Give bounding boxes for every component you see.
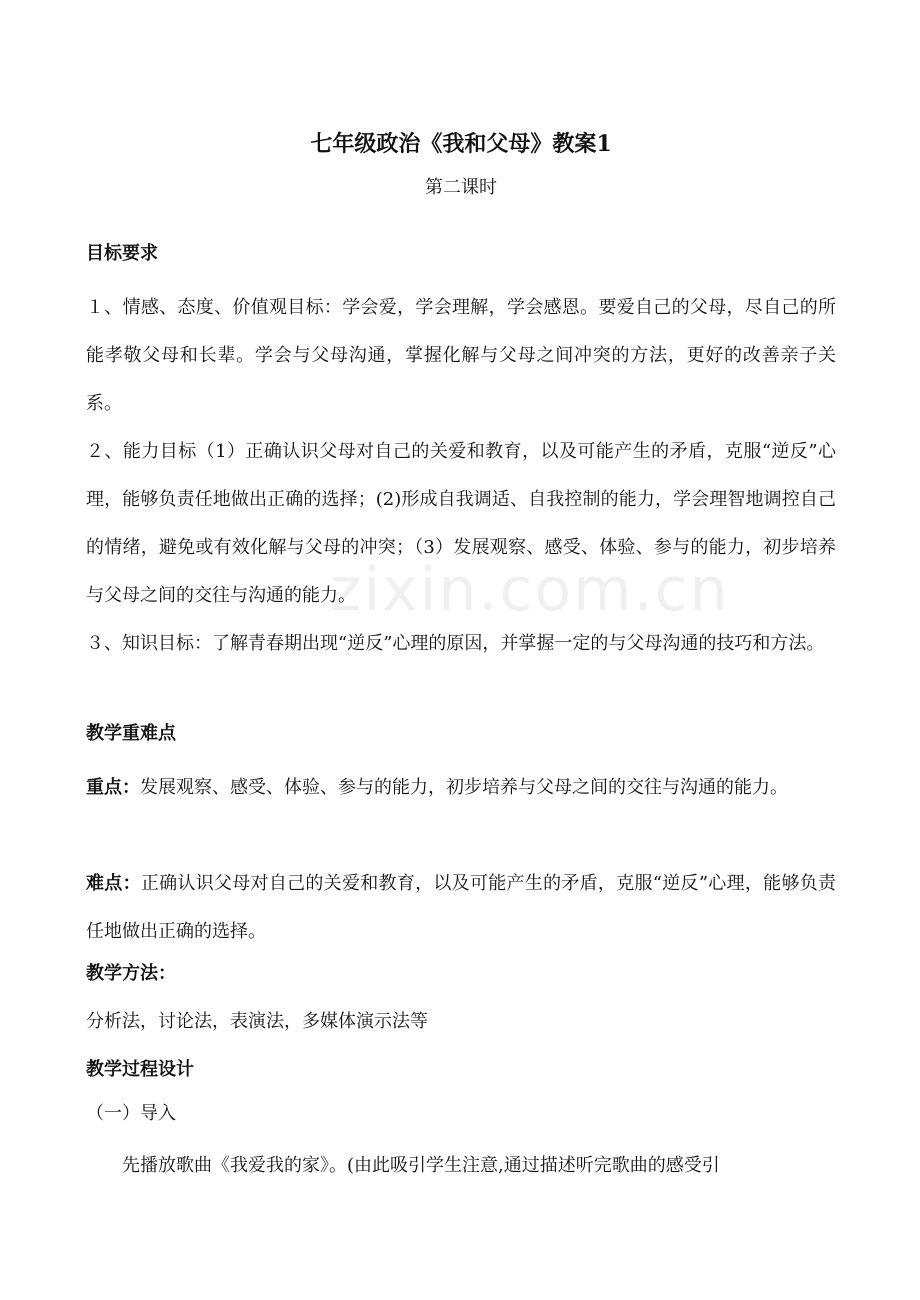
goal-1-paragraph: １、情感、态度、价值观目标：学会爱，学会理解，学会感恩。要爱自己的父母，尽自己的所能孝敬父母和长辈。学会与父母沟通，掌握化解与父母之间冲突的方法，更好的改善亲子关系。 xyxy=(86,297,836,414)
key-point-paragraph xyxy=(86,764,836,812)
intro-heading: （一）导入 xyxy=(86,1103,176,1124)
method-paragraph: 分析法，讨论法，表演法，多媒体演示法等 xyxy=(86,1011,428,1032)
difficulty-paragraph xyxy=(86,860,836,956)
intro-paragraph: 先播放歌曲《我爱我的家》。(由此吸引学生注意,通过描述听完歌曲的感受引 xyxy=(122,1155,720,1176)
key-point-text: 发展观察、感受、体验、参与的能力，初步培养与父母之间的交往与沟通的能力。 xyxy=(140,777,788,798)
goals-heading: 目标要求 xyxy=(86,243,158,264)
method-heading: 教学方法： xyxy=(86,963,176,984)
difficulty-label: 难点： xyxy=(86,873,141,894)
document-subtitle: 第二课时 xyxy=(425,177,497,198)
watermark: zixin.com.cn xyxy=(330,555,730,625)
goal-3-paragraph: ３、知识目标：了解青春期出现“逆反”心理的原因，并掌握一定的与父母沟通的技巧和方法。 xyxy=(86,633,825,654)
document-title: 七年级政治《我和父母》教案1 xyxy=(310,131,612,157)
process-heading: 教学过程设计 xyxy=(86,1059,194,1080)
key-point-label: 重点： xyxy=(86,777,140,798)
difficulty-text: 正确认识父母对自己的关爱和教育，以及可能产生的矛盾，克服“逆反”心理，能够负责任地做出正确的选择。 xyxy=(86,873,837,942)
goal-2-paragraph: ２、能力目标（1）正确认识父母对自己的关爱和教育，以及可能产生的矛盾，克服“逆反”心理，能够负责任地做出正确的选择；(2)形成自我调适、自我控制的能力，学会理智地调控自己的情绪，避免或有效化解与父母的冲突；（3）发展观察、感受、体验、参与的能力，初步培养与父母之间的交往与沟通的能力。 xyxy=(86,441,836,606)
key-difficulty-heading: 教学重难点 xyxy=(86,723,176,744)
